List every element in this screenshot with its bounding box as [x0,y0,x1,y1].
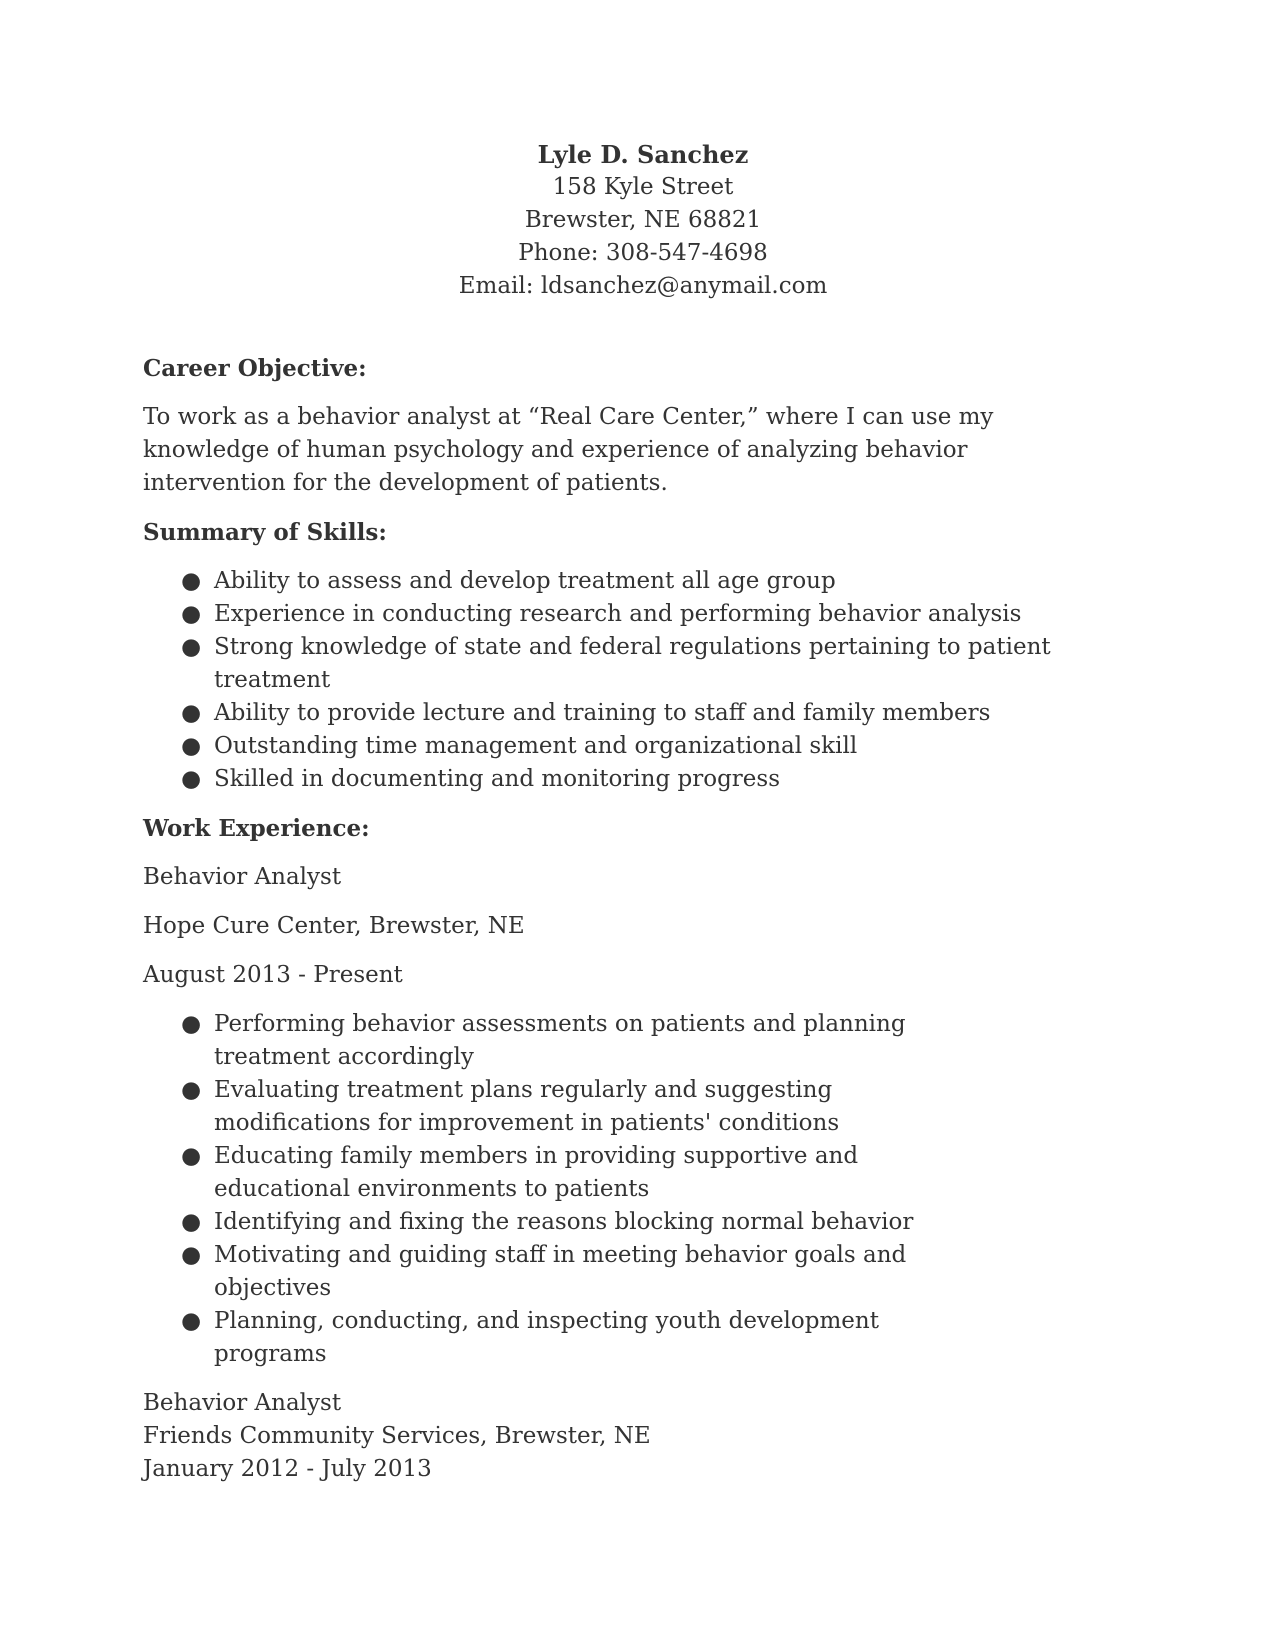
bullet-icon: ● [181,568,202,594]
career-objective-text: To work as a behavior analyst at “Real Care Center,” where I can use my knowledge of human psychology and experience of analyzing behavior intervention for the development of patients. [143,404,994,496]
duty-text: Motivating and guiding staff in meeting behavior goals and objectives [214,1242,907,1301]
list-item [143,1140,963,1206]
list-item [143,1008,963,1074]
list-item [143,763,1143,796]
duty-text: Planning, conducting, and inspecting youth development programs [214,1308,879,1367]
bullet-icon: ● [181,601,202,627]
job-title: Behavior Analyst [143,864,342,890]
list-item [143,565,1143,598]
list-item [143,598,1143,631]
skills-list [143,565,1143,796]
list-item [143,697,1143,730]
skill-text: Skilled in documenting and monitoring progress [214,766,781,792]
skill-text: Experience in conducting research and performing behavior analysis [214,601,1022,627]
skills-heading: Summary of Skills: [143,519,387,546]
bullet-icon: ● [181,766,202,792]
skill-text: Ability to assess and develop treatment all age group [214,568,836,594]
skill-text: Strong knowledge of state and federal regulations pertaining to patient treatment [214,634,1051,693]
duty-text: Identifying and fixing the reasons blocking normal behavior [214,1209,914,1235]
list-item [143,730,1143,763]
job-duties-list [143,1008,963,1371]
list-item [143,1206,963,1239]
phone-number: Phone: 308-547-4698 [518,240,768,266]
bullet-icon: ● [181,700,202,726]
duty-text: Performing behavior assessments on patients and planning treatment accordingly [214,1011,906,1070]
applicant-name: Lyle D. Sanchez [537,140,749,169]
list-item [143,631,1143,697]
bullet-icon: ● [181,1077,202,1103]
bullet-icon: ● [181,1209,202,1235]
street-address: 158 Kyle Street [552,174,734,200]
duty-text: Educating family members in providing supportive and educational environments to patients [214,1143,859,1202]
job-company: Friends Community Services, Brewster, NE [143,1423,651,1449]
work-experience-heading: Work Experience: [143,815,370,842]
job-title: Behavior Analyst [143,1390,342,1416]
list-item [143,1074,963,1140]
resume-page [143,138,1143,1486]
city-state-zip: Brewster, NE 68821 [524,207,762,233]
job-dates: January 2012 - July 2013 [143,1456,432,1482]
list-item [143,1305,963,1371]
career-objective-heading: Career Objective: [143,355,367,382]
job-dates: August 2013 - Present [143,962,403,988]
bullet-icon: ● [181,1242,202,1268]
email-address: Email: ldsanchez@anymail.com [458,273,828,299]
skill-text: Outstanding time management and organizational skill [214,733,858,759]
bullet-icon: ● [181,733,202,759]
bullet-icon: ● [181,1308,202,1334]
contact-header [143,138,1143,303]
job-company: Hope Cure Center, Brewster, NE [143,913,525,939]
list-item [143,1239,963,1305]
duty-text: Evaluating treatment plans regularly and suggesting modifications for improvement in patients' conditions [214,1077,840,1136]
bullet-icon: ● [181,1011,202,1037]
bullet-icon: ● [181,634,202,660]
skill-text: Ability to provide lecture and training to staff and family members [214,700,991,726]
bullet-icon: ● [181,1143,202,1169]
